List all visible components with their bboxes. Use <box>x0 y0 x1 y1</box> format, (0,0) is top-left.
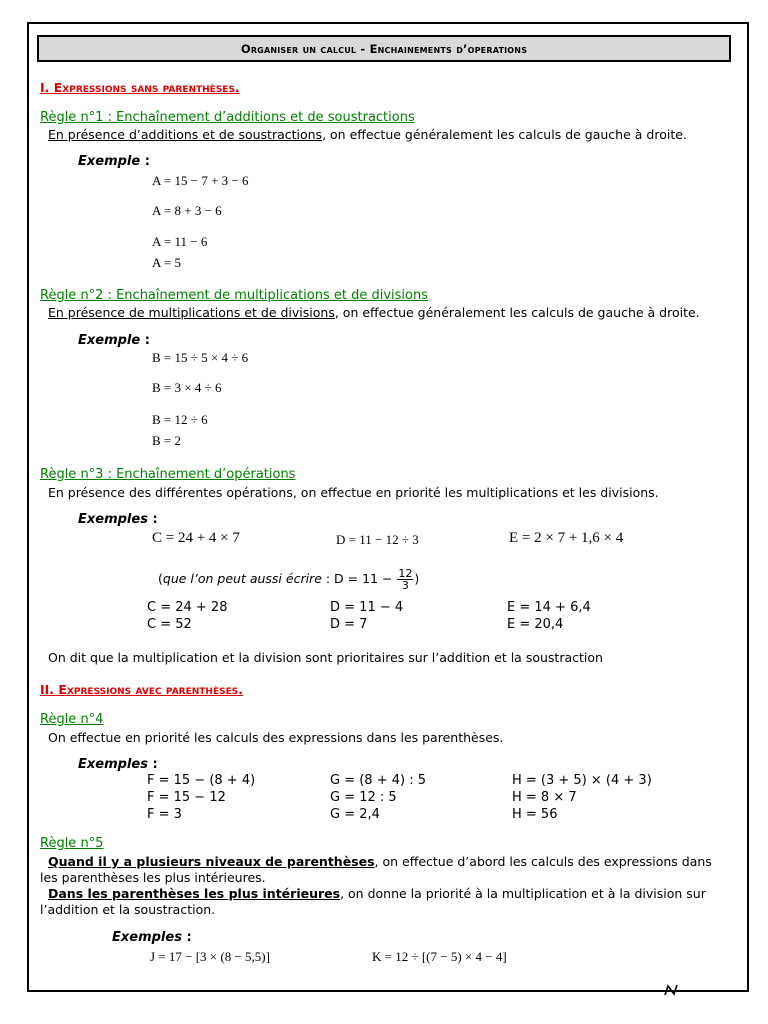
rule-1-text <box>48 127 687 142</box>
rule-3-conclusion: On dit que la multiplication et la division sont prioritaires sur l’addition et la soustraction <box>48 650 603 665</box>
rule-5-example-label: Exemples : <box>112 930 192 945</box>
rule-1-example-label: Exemple : <box>78 154 150 169</box>
rule-4-title: Règle n°4 <box>40 712 104 727</box>
rule-5-paragraph-2 <box>40 886 728 918</box>
rule-1-line-2: A = 8 + 3 − 6 <box>152 203 222 218</box>
rule-3-d-line-2: D = 7 <box>330 617 368 632</box>
rule-3-c-line-2: C = 52 <box>147 617 192 632</box>
rule-1-line-1: A = 15 − 7 + 3 − 6 <box>152 173 249 188</box>
rule-3-note: (que l’on peut aussi écrire : D = 11 − $\frac{12}{3}$ ) <box>158 567 420 592</box>
section-1-number: I. <box>40 80 50 95</box>
rule-4-g-line-1: G = (8 + 4) : 5 <box>330 773 426 788</box>
rule-1-title: Règle n°1 : Enchaînement d’additions et de soustractions <box>40 110 415 125</box>
rule-5-paragraph-1 <box>40 854 728 886</box>
rule-3-title: Règle n°3 : Enchaînement d’opérations <box>40 467 296 482</box>
rule-3-c-line-1: C = 24 + 28 <box>147 600 228 615</box>
rule-2-example-label: Exemple : <box>78 333 150 348</box>
rule-5-title: Règle n°5 <box>40 836 104 851</box>
rule-1-line-3: A = 11 − 6 <box>152 234 208 249</box>
rule-4-g-line-2: G = 12 : 5 <box>330 790 397 805</box>
rule-5-p2-rest: , on donne la priorité à la multiplication et à la division sur l’addition et la soustraction. <box>40 886 706 917</box>
rule-2-line-4: B = 2 <box>152 433 182 448</box>
section-1-heading <box>40 80 240 95</box>
document-title-box <box>37 35 731 62</box>
rule-2-text-rest: , on effectue généralement les calculs de gauche à droite. <box>334 305 700 320</box>
rule-1-line-4: A = 5 <box>152 255 182 270</box>
rule-5-expr-j: J = 17 − [3 × (8 − 5,5)] <box>150 949 270 964</box>
rule-3-expr-d: D = 11 − 12 ÷ 3 <box>336 532 419 547</box>
rule-2-text-underlined: En présence de multiplications et de divisions <box>48 305 335 320</box>
rule-4-h-line-2: H = 8 × 7 <box>512 790 577 805</box>
rule-4-g-line-3: G = 2,4 <box>330 807 380 822</box>
section-2-heading <box>40 682 243 697</box>
rule-4-f-line-3: F = 3 <box>147 807 182 822</box>
rule-5-p1-bold: Quand il y a plusieurs niveaux de parenthèses <box>48 854 375 869</box>
page-corner-mark <box>664 984 678 996</box>
rule-1-text-underlined: En présence d’additions et de soustractions <box>48 127 323 142</box>
section-2-title: Expressions avec parenthèses. <box>58 682 243 697</box>
rule-2-line-1: B = 15 ÷ 5 × 4 ÷ 6 <box>152 350 249 365</box>
rule-3-text: En présence des différentes opérations, on effectue en priorité les multiplications et les divisions. <box>48 485 659 500</box>
rule-1-text-rest: , on effectue généralement les calculs de gauche à droite. <box>322 127 687 142</box>
rule-3-d-line-1: D = 11 − 4 <box>330 600 404 615</box>
rule-2-text <box>48 305 700 320</box>
rule-2-title: Règle n°2 : Enchaînement de multiplications et de divisions <box>40 288 429 303</box>
rule-2-line-2: B = 3 × 4 ÷ 6 <box>152 380 222 395</box>
rule-3-note-italic: que l’on peut aussi écrire <box>162 571 322 586</box>
rule-3-note-fraction: $\frac{12}{3}$ <box>398 567 413 592</box>
rule-4-example-label: Exemples : <box>78 757 158 772</box>
rule-4-h-line-3: H = 56 <box>512 807 558 822</box>
rule-4-f-line-2: F = 15 − 12 <box>147 790 226 805</box>
section-1-title: Expressions sans parenthèses. <box>53 80 240 95</box>
rule-3-expr-e: E = 2 × 7 + 1,6 × 4 <box>509 530 624 546</box>
rule-3-example-label: Exemples : <box>78 512 158 527</box>
rule-4-f-line-1: F = 15 − (8 + 4) <box>147 773 256 788</box>
rule-3-expr-c: C = 24 + 4 × 7 <box>152 530 240 546</box>
rule-5-expr-k: K = 12 ÷ [(7 − 5) × 4 − 4] <box>372 949 507 964</box>
document-title: Organiser un calcul - Enchainements d’operations <box>240 41 528 56</box>
rule-3-e-line-2: E = 20,4 <box>507 617 564 632</box>
rule-4-h-line-1: H = (3 + 5) × (4 + 3) <box>512 773 652 788</box>
rule-5-p1-rest: , on effectue d’abord les calculs des expressions dans les parenthèses les plus intérieures. <box>40 854 712 885</box>
rule-5-p2-bold: Dans les parenthèses les plus intérieures <box>48 886 341 901</box>
rule-3-e-line-1: E = 14 + 6,4 <box>507 600 591 615</box>
section-2-number: II. <box>40 682 55 697</box>
rule-2-line-3: B = 12 ÷ 6 <box>152 412 208 427</box>
rule-4-text: On effectue en priorité les calculs des expressions dans les parenthèses. <box>48 730 504 745</box>
